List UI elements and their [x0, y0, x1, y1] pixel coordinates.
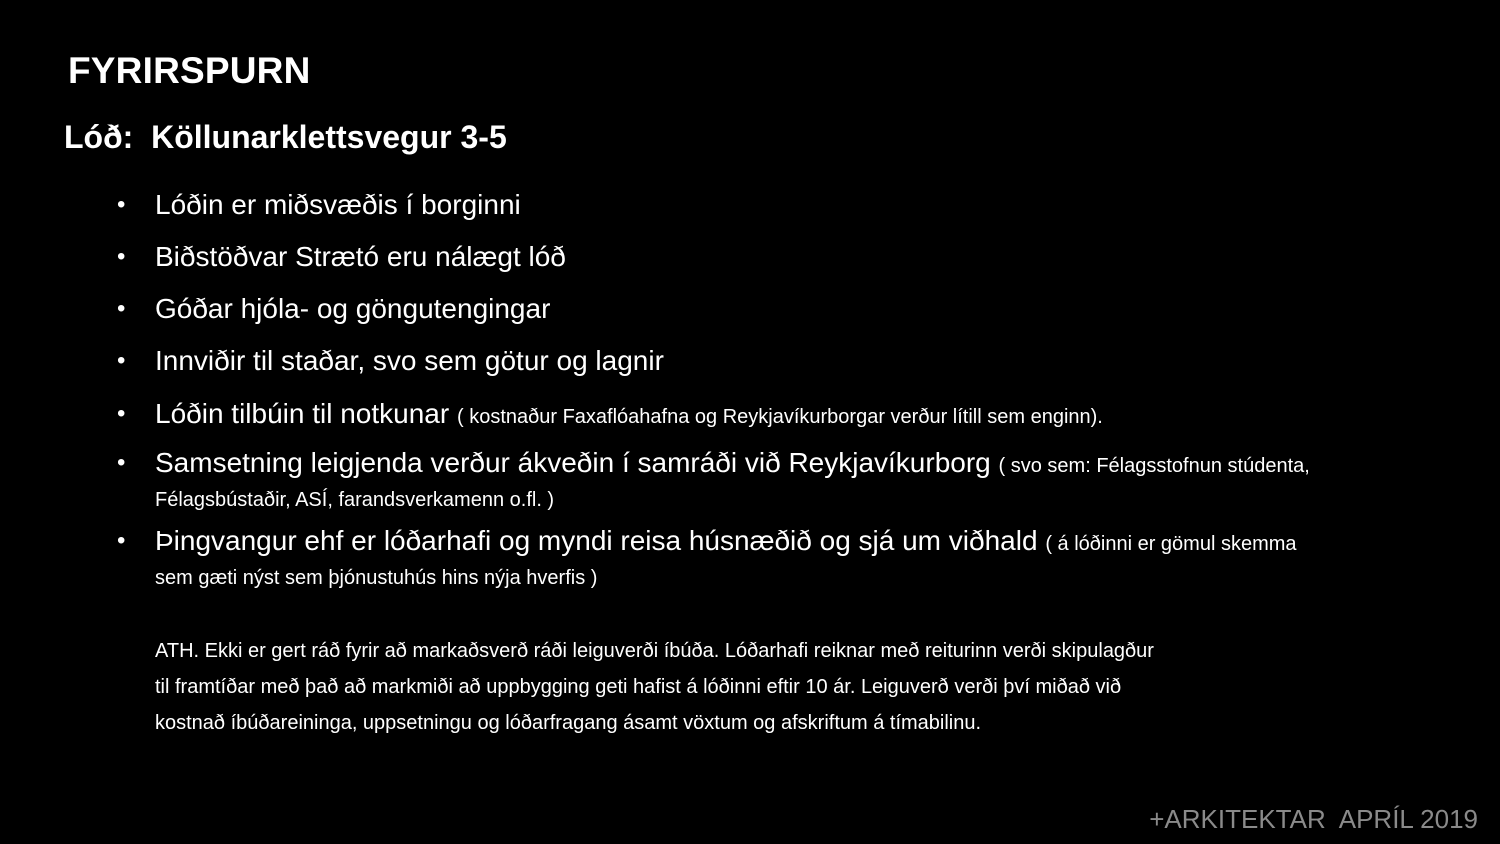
- note-line: kostnað íbúðareininga, uppsetningu og lóðarfragang ásamt vöxtum og afskriftum á tímabilinu.: [155, 712, 982, 734]
- slide-subtitle: Lóð: Köllunarklettsvegur 3-5: [64, 119, 507, 155]
- bullet-icon: •: [117, 527, 126, 554]
- note-line: til framtíðar með það að markmiði að uppbygging geti hafist á lóðinni eftir 10 ár. Leiguverð verði því miðað við: [155, 676, 1122, 698]
- bullet-item: [117, 290, 1475, 328]
- bullet-text: Lóðin er miðsvæðis í borginni: [155, 189, 521, 220]
- bullet-text: Samsetning leigjenda verður ákveðin í samráði við Reykjavíkurborg: [155, 447, 991, 478]
- bullet-icon: •: [117, 449, 126, 476]
- bullet-text: Biðstöðvar Strætó eru nálægt lóð: [155, 241, 566, 272]
- bullet-item: [117, 522, 1475, 591]
- slide-title: FYRIRSPURN: [68, 50, 311, 91]
- bullet-text: Innviðir til staðar, svo sem götur og lagnir: [155, 345, 664, 376]
- bullet-text: Lóðin tilbúin til notkunar: [155, 398, 450, 429]
- bullet-icon: •: [117, 243, 126, 270]
- bullet-icon: •: [117, 295, 126, 322]
- bullet-icon: •: [117, 347, 126, 374]
- bullet-icon: •: [117, 191, 126, 218]
- bullet-item: [117, 444, 1475, 513]
- bullet-item: [117, 186, 1475, 224]
- bullet-note: ( á lóðinni er gömul skemma: [1045, 533, 1297, 555]
- bullet-note-continued: sem gæti nýst sem þjónustuhús hins nýja hverfis ): [155, 567, 598, 589]
- bullet-item: [117, 342, 1475, 380]
- bullet-note-continued: Félagsbústaðir, ASÍ, farandsverkamenn o.fl. ): [155, 489, 555, 511]
- note-line: ATH. Ekki er gert ráð fyrir að markaðsverð ráði leiguverði íbúða. Lóðarhafi reiknar með reiturinn verði skipulagður: [155, 640, 1154, 662]
- bullet-item: [117, 395, 1475, 436]
- bullet-icon: •: [117, 400, 126, 427]
- bullet-text: Þingvangur ehf er lóðarhafi og myndi reisa húsnæðið og sjá um viðhald: [155, 525, 1038, 556]
- note-paragraph: [155, 633, 1355, 741]
- bullet-note: ( kostnaður Faxaflóahafna og Reykjavíkurborgar verður lítill sem enginn).: [456, 406, 1103, 428]
- bullet-text: Góðar hjóla- og göngutengingar: [155, 293, 551, 324]
- bullet-note: ( svo sem: Félagsstofnun stúdenta,: [998, 455, 1310, 477]
- footer-credit: +ARKITEKTAR APRÍL 2019: [1149, 804, 1478, 834]
- bullet-item: [117, 238, 1475, 276]
